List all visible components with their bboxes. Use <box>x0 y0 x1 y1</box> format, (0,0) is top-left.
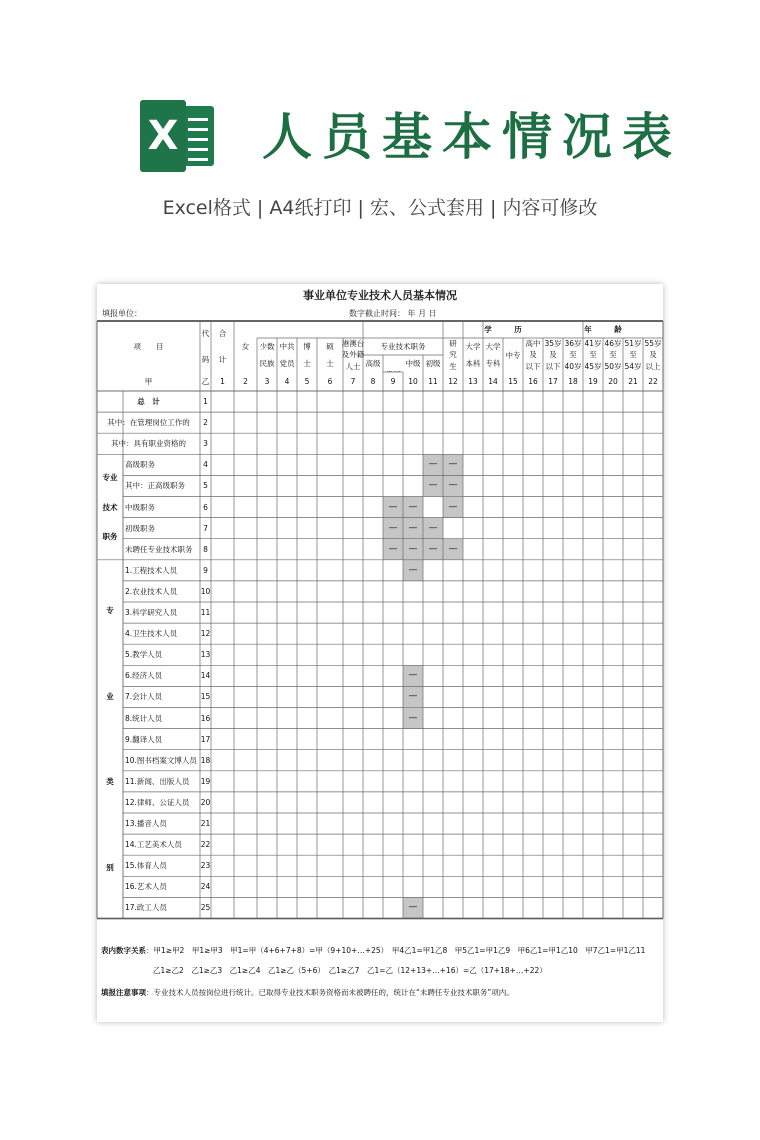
row-label: 5.教学人员 <box>125 650 163 660</box>
header-age-group-part-3: 54岁 <box>624 361 642 371</box>
header-age-group <box>563 338 583 372</box>
row-label: 9.翻译人员 <box>125 734 163 744</box>
row-label: 8.统计人员 <box>125 713 163 723</box>
fill-notes-text: ：专业技术人员按岗位进行统计。已取得专业技术职务资格而未被聘任的，统计在“未聘任专业技术职务”项内。 <box>146 988 514 997</box>
group-pro-category <box>97 568 123 911</box>
group-pro-post-part-1: 专业 <box>102 472 118 482</box>
header-intermediate: 中级 <box>405 359 421 368</box>
header-full-senior <box>383 371 403 372</box>
header-college <box>483 338 503 372</box>
row-code: 7 <box>203 523 208 533</box>
dash-cell: — <box>423 475 443 496</box>
row-code: 14 <box>200 671 211 681</box>
col-number: 1 <box>220 377 225 386</box>
dash-cell: — <box>423 518 443 539</box>
group-pro-category-part-2: 业 <box>106 691 114 701</box>
row-code: 4 <box>203 460 208 470</box>
col-label-b: 乙 <box>201 377 210 386</box>
header-age-group-part-1: 35岁 <box>544 339 562 349</box>
fill-notes-line <box>101 986 514 999</box>
row-code: 8 <box>203 544 208 554</box>
data-table <box>97 321 663 937</box>
col-label-a: 甲 <box>144 377 153 386</box>
fill-notes-label: 填报注意事项 <box>101 988 146 997</box>
header-age-group-part-1: 36岁 <box>564 339 582 349</box>
header-doctor-part-1: 博 <box>303 342 311 351</box>
dash-cell: — <box>443 539 463 560</box>
row-label: 中级职务 <box>125 502 155 512</box>
col-number: 2 <box>243 377 248 386</box>
header-age: 年 龄 <box>584 325 622 334</box>
col-number: 13 <box>468 377 478 386</box>
header-minority-part-1: 少数 <box>259 342 275 351</box>
header-age-group-part-2: 至 <box>629 350 637 360</box>
header-code <box>200 321 211 372</box>
col-number: 21 <box>628 377 638 386</box>
col-number: 4 <box>284 377 290 386</box>
col-number: 7 <box>350 377 356 386</box>
fill-unit-label: 填报单位： <box>102 309 142 318</box>
header-college-part-1: 大学 <box>485 342 501 351</box>
row-label: 13.播音人员 <box>125 819 167 829</box>
excel-logo-icon <box>140 100 216 172</box>
header-bachelor-part-1: 大学 <box>465 342 481 351</box>
header-highschool-part-1: 高中 <box>525 339 541 349</box>
header-female: 女 <box>241 342 250 351</box>
header-age-group-part-1: 41岁 <box>584 339 602 349</box>
group-pro-category-part-4: 别 <box>106 863 114 873</box>
banner <box>0 0 760 250</box>
header-master-part-1: 硕 <box>326 342 334 351</box>
dash-cell: — <box>403 560 423 581</box>
row-code: 6 <box>203 502 208 512</box>
row-code: 19 <box>200 776 211 786</box>
col-number: 15 <box>508 377 518 386</box>
dash-cell: — <box>403 539 423 560</box>
row-code: 3 <box>203 439 208 449</box>
header-code-part-2: 码 <box>201 354 210 364</box>
row-label: 4.卫生技术人员 <box>125 629 178 639</box>
header-bachelor <box>463 338 483 372</box>
group-pro-category-part-3: 类 <box>106 777 114 787</box>
sheet-title: 事业单位专业技术人员基本情况 <box>303 289 457 302</box>
banner-subtitle: Excel格式 | A4纸打印 | 宏、公式套用 | 内容可修改 <box>162 197 598 219</box>
row-code: 12 <box>200 629 211 639</box>
row-label: 其中：具有职业资格的 <box>111 439 186 449</box>
col-number: 18 <box>568 377 578 386</box>
header-education: 学 历 <box>484 325 522 334</box>
header-highschool <box>523 338 543 372</box>
header-pro-title: 专业技术职务 <box>380 342 426 351</box>
col-number: 6 <box>327 377 333 386</box>
group-pro-post-part-3: 职务 <box>102 532 118 542</box>
row-code: 18 <box>200 755 211 765</box>
header-age-group-part-2: 及 <box>649 350 657 360</box>
dash-cell: — <box>403 708 423 729</box>
col-number: 12 <box>448 377 458 386</box>
row-code: 15 <box>200 692 211 702</box>
header-graduate <box>443 338 463 372</box>
dash-cell: — <box>383 518 403 539</box>
header-hkmo <box>343 338 363 372</box>
col-number: 16 <box>528 377 538 386</box>
col-number: 3 <box>264 377 270 386</box>
dash-cell: — <box>403 518 423 539</box>
group-pro-post <box>97 462 123 552</box>
dash-cell: — <box>383 539 403 560</box>
header-junior: 初级 <box>425 359 441 368</box>
row-label: 3.科学研究人员 <box>125 608 178 618</box>
row-label: 高级职务 <box>125 460 155 470</box>
dash-cell: — <box>383 497 403 518</box>
row-code: 23 <box>200 861 211 871</box>
header-ccp-part-2: 党员 <box>279 359 295 368</box>
dash-cell: — <box>423 539 443 560</box>
header-hkmo-part-2: 及外籍 <box>341 350 365 360</box>
dash-cell: — <box>443 475 463 496</box>
banner-title: 人员基本情况表 <box>262 108 682 166</box>
row-code: 24 <box>200 882 211 892</box>
header-total-part-1: 合 <box>218 329 227 339</box>
header-master <box>317 338 343 372</box>
header-code-part-1: 代 <box>201 329 210 339</box>
row-label: 未聘任专业技术职务 <box>125 544 193 554</box>
header-master-part-2: 士 <box>326 359 334 368</box>
row-label: 15.体育人员 <box>125 861 167 871</box>
row-code: 13 <box>200 650 211 660</box>
row-code: 16 <box>200 713 211 723</box>
header-graduate-part-3: 生 <box>449 361 457 371</box>
row-code: 17 <box>200 734 211 744</box>
header-age-group-part-2: 至 <box>589 350 597 360</box>
header-age-group-part-3: 以上 <box>645 361 661 371</box>
col-number: 8 <box>370 377 376 386</box>
col-number: 14 <box>488 377 498 386</box>
header-doctor <box>297 338 317 372</box>
dash-cell: — <box>403 665 423 686</box>
header-college-part-2: 专科 <box>485 359 501 368</box>
header-graduate-part-1: 研 <box>449 339 457 349</box>
header-ccp <box>277 338 297 372</box>
header-minority-part-2: 民族 <box>259 359 275 368</box>
row-label: 1.工程技术人员 <box>125 565 178 575</box>
dash-cell: — <box>443 497 463 518</box>
header-age-group <box>643 338 663 372</box>
header-doctor-part-2: 士 <box>303 359 311 368</box>
header-age-group <box>583 338 603 372</box>
row-label: 16.艺术人员 <box>125 882 167 892</box>
row-label: 2.农业技术人员 <box>125 586 178 596</box>
header-age-group-part-1: 51岁 <box>624 339 642 349</box>
header-minority <box>257 338 277 372</box>
row-label: 14.工艺美术人员 <box>125 840 182 850</box>
stat-time-label: 数字截止时间： 年 月 日 <box>349 309 437 318</box>
row-code: 22 <box>200 840 211 850</box>
header-age-group-part-2: 至 <box>569 350 577 360</box>
row-label: 总 计 <box>137 397 160 407</box>
group-pro-post-part-2: 技术 <box>102 502 118 512</box>
header-hkmo-part-1: 港澳台 <box>341 339 365 349</box>
header-item: 项 目 <box>133 342 164 351</box>
group-pro-category-part-1: 专 <box>106 606 114 616</box>
header-highschool-part-3: 以下 <box>525 361 541 371</box>
header-hkmo-part-3: 人士 <box>345 361 361 371</box>
dash-cell: — <box>403 897 423 918</box>
row-code: 2 <box>203 418 208 428</box>
row-label: 6.经济人员 <box>125 671 163 681</box>
header-age-group-part-3: 45岁 <box>584 361 602 371</box>
row-label: 10.图书档案文博人员 <box>125 755 197 765</box>
header-graduate-part-2: 究 <box>449 350 457 360</box>
relations-line-2: 乙1≥乙2 乙1≥乙3 乙1≥乙4 乙1≥乙（5+6） 乙1≥乙7 乙1=乙（12+13+…+16）=乙（17+18+…+22） <box>153 966 547 975</box>
header-age-group <box>623 338 643 372</box>
col-number: 5 <box>304 377 310 386</box>
row-code: 11 <box>200 608 211 618</box>
relations-line-1 <box>101 944 645 957</box>
row-label: 11.新闻、出版人员 <box>125 776 190 786</box>
row-label: 初级职务 <box>125 523 155 533</box>
row-code: 1 <box>203 397 208 407</box>
dash-cell: — <box>443 454 463 475</box>
col-number: 20 <box>608 377 618 386</box>
col-number: 9 <box>390 377 396 386</box>
dash-cell: — <box>403 686 423 707</box>
header-tech-school: 中专 <box>505 350 521 360</box>
relations-label: 表内数字关系 <box>101 946 146 955</box>
row-code: 5 <box>203 481 208 491</box>
row-label: 其中：正高级职务 <box>125 481 185 491</box>
header-bachelor-part-2: 本科 <box>465 359 481 368</box>
row-code: 21 <box>200 819 211 829</box>
header-age-group-part-2: 及 <box>549 350 557 360</box>
col-number: 17 <box>548 377 558 386</box>
header-total-part-2: 计 <box>218 354 227 364</box>
excel-logo-letter: X <box>140 100 186 172</box>
header-total <box>211 321 234 372</box>
col-number: 22 <box>648 377 658 386</box>
header-age-group-part-3: 40岁 <box>564 361 582 371</box>
header-age-group-part-3: 以下 <box>545 361 561 371</box>
row-label: 7.会计人员 <box>125 692 163 702</box>
row-code: 25 <box>200 903 211 913</box>
col-number: 10 <box>408 377 418 386</box>
header-age-group-part-3: 50岁 <box>604 361 622 371</box>
row-code: 20 <box>200 797 211 807</box>
row-label: 17.政工人员 <box>125 903 167 913</box>
header-age-group-part-1: 55岁 <box>644 339 662 349</box>
col-number: 11 <box>428 377 438 386</box>
col-number: 19 <box>588 377 598 386</box>
header-age-group-part-2: 至 <box>609 350 617 360</box>
spreadsheet-preview <box>97 284 663 1022</box>
header-age-group <box>543 338 563 372</box>
header-ccp-part-1: 中共 <box>279 342 295 351</box>
dash-cell: — <box>423 454 443 475</box>
header-age-group <box>603 338 623 372</box>
row-code: 9 <box>203 565 208 575</box>
relations-text-1: ：甲1≥甲2 甲1≥甲3 甲1=甲（4+6+7+8）=甲（9+10+…+25） 甲4乙1=甲1乙8 甲5乙1=甲1乙9 甲6乙1=甲1乙10 甲7乙1=甲1乙11 <box>146 946 646 955</box>
row-code: 10 <box>200 586 211 596</box>
header-age-group-part-1: 46岁 <box>604 339 622 349</box>
header-senior: 高级 <box>365 359 381 368</box>
header-highschool-part-2: 及 <box>529 350 537 360</box>
row-label: 12.律师、公证人员 <box>125 797 190 807</box>
row-label: 其中：在管理岗位工作的 <box>107 418 190 428</box>
dash-cell: — <box>403 497 423 518</box>
